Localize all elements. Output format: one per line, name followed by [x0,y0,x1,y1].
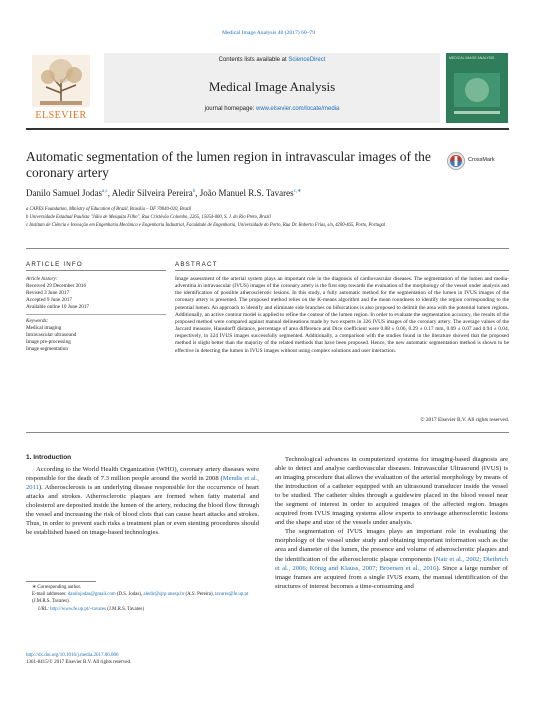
author-sup[interactable]: c,∗ [293,189,302,194]
intro-text: The segmentation of IVUS images plays an important role in evaluating the morphology of the vessel under study and obtaining important information such as the area and diameter of the lumen, the presence and volume of atherosclerotic plaques and the identification of the atherosclerotic plaque components ( [275,528,508,563]
citation-link[interactable]: Nair et al., 2002; Diethrich et al., 2006; König and Klauss, 2007; Broersen et al., 2016 [275,555,508,572]
history-item: Revised 3 June 2017 [26,290,70,296]
intro-right-column [275,455,508,591]
email-link[interactable]: aledir@sjrp.unesp.br [143,592,185,597]
email-label: E-mail addresses: [32,592,68,597]
article-title: Automatic segmentation of the lumen region in intravascular images of the coronary artery [26,149,431,180]
affiliation: a CAPES Foundation, Ministry of Education of Brazil, Brasília – DF 70040-020, Brazil [26,207,192,212]
author-sep: , [107,188,112,198]
intro-text: ). Atherosclerosis is an underlying disease responsible for the occurrence of heart attacks and strokes. Atherosclerotic plaques are formed when fatty material and cholesterol are deposited inside the lumen of the artery, reducing the blood flow through the vessel and increasing the risk of blood clots that can cause heart attacks and strokes. Thus, in order to prevent such risks a treatment plan or even stenting procedures should be established based on image-based technologies. [26,484,259,537]
intro-paragraph [26,465,259,537]
header-rule [26,128,509,130]
author-name: Aledir Silveira Pereira [111,188,193,198]
url-owner: (J.M.R.S. Tavares) [106,607,144,612]
affiliation: c Instituto de Ciência e Inovação em Engenharia Mecânica e Engenharia Industrial, Faculdade de Engenharia, Universidade do Porto, Rua Dr. Roberto Frias, s/n, 4200-465, Porto, Portugal [26,223,386,228]
crossmark-label[interactable]: CrossMark [468,157,495,163]
email-owner: (D.S. Jodas), [115,592,144,597]
author-sep: , [195,188,200,198]
author-sup[interactable]: b [192,189,196,194]
section-rule [26,432,509,433]
email-link[interactable]: tavares@fe.up.pt [215,592,249,597]
abstract-copyright: © 2017 Elsevier B.V. All rights reserved. [420,417,509,423]
doi-link[interactable]: http://dx.doi.org/10.1016/j.media.2017.06.006 [26,653,119,658]
abstract-rule [175,270,509,271]
history-item: Accepted 9 June 2017 [26,297,72,303]
history-item: Received 29 December 2016 [26,283,87,289]
keyword: Image pre-processing [26,339,71,345]
citation-link[interactable]: Mendis et al., 2011 [26,475,259,492]
keywords-label: Keywords: [26,318,49,324]
url-label: URL: [38,607,51,612]
url-footnote [38,606,271,613]
intro-text: According to the World Health Organization (WHO), coronary artery diseases were responsible for the death of 7.3 million people around the world in 2008 ( [26,466,259,483]
intro-paragraph: Technological advances in computerized systems for imaging-based diagnosis are able to detect and analyse cardiovascular diseases. Intravascular Ultrasound (IVUS) is an imaging procedure that allows the evaluation of the arterial morphology by means of the introduction of a catheter equipped with an ultrasound transducer inside the vessel to be studied. The catheter slides through a guidewire placed in the blood vessel near the segment of interest in order to acquired images of the affected region. Images acquired from IVUS imaging systems allow experts to envisage atherosclerotic lesions and the shape and size of the vessels under analysis. [275,456,508,527]
contents-prefix: Contents lists available at [218,57,289,63]
keyword: Medical imaging [26,325,62,331]
journal-name: Medical Image Analysis [208,79,336,94]
elsevier-wordmark: ELSEVIER [35,110,87,121]
email-owner: (J.M.R.S. Tavares). [32,599,70,604]
sciencedirect-link[interactable]: ScienceDirect [288,57,326,63]
section-rule [26,248,509,249]
cover-title: MEDICAL IMAGE ANALYSIS [449,56,495,60]
crossmark-icon[interactable] [446,151,466,171]
introduction-heading: 1. Introduction [26,454,72,461]
homepage-link[interactable]: www.elsevier.com/locate/media [256,106,340,112]
journal-citation[interactable]: Medical Image Analysis 40 (2017) 60–79 [221,30,316,36]
email-footnote [32,591,259,605]
email-owner: (A.S. Pereira), [184,592,216,597]
journal-homepage [104,106,440,112]
intro-text: ). Since a large number of image frames are acquired from a single IVUS exam, the manual identification of the structures of interest becomes a time-consuming and [275,564,508,590]
intro-paragraph [275,527,508,590]
contents-line [104,57,440,63]
corresponding-author-note: ∗ Corresponding author. [32,585,82,590]
email-link[interactable]: danilojodas@gmail.com [67,592,116,597]
url-link[interactable]: http://www.fe.up.pt/~tavares [50,607,107,612]
footnote-rule [26,581,96,582]
history-rule [26,314,166,315]
keyword: Image segmentation [26,346,68,352]
history-item: Available online 10 June 2017 [26,304,90,310]
author-name: Danilo Samuel Jodas [26,188,102,198]
abstract-text: Image assessment of the arterial system plays an important role in the diagnosis of cardiovascular diseases. The segmentation of the lumen and media-adventitia in intravascular (IVUS) images of the coronary artery is the first step towards the evaluation of the morphology of the vessel under analysis and the identification of possible atherosclerotic lesions. In this study, a fully automatic method for the segmentation of the lumen in IVUS images of the coronary artery is presented. The proposed method relies on the K-means algorithm and the mean roundness to identify the region corresponding to the potential lumen. An approach to identify and eliminate side branches on bifurcations is also proposed to delimit the area with the potential lumen regions. Additionally, an active contour model is applied to refine the contour of the lumen region. In order to evaluate the segmentation accuracy, the results of the proposed method were compared against manual delineations made by two experts in 326 IVUS images of the coronary artery. The average values of the Jaccard measure, Hausdorff distance, percentage of area difference and Dice coefficient were 0.88 ± 0.06, 0.29 ± 0.17 mm, 0.09 ± 0.07 and 0.94 ± 0.04, respectively, in 324 IVUS images successfully segmented. Additionally, a comparison with the studies found in the literature showed that the proposed method is slight better than the majority of the related methods that have been proposed. Hence, the new automatic segmentation method is shown to be effective in detecting the lumen in IVUS images without using complex solutions and user interaction. [175,276,510,354]
issn-line: 1361-8415/© 2017 Elsevier B.V. All rights reserved. [26,660,132,665]
article-info-rule [26,270,166,271]
affiliation: b Universidade Estadual Paulista "Júlio de Mesquita Filho", Rua Cristóvão Colombo, 2265, 15054-000, S. J. do Rio Preto, Brazil [26,215,271,220]
abstract-heading: ABSTRACT [175,261,218,268]
author-sup[interactable]: a,c [102,189,108,194]
cover-decoration [446,53,508,123]
article-info-heading: ARTICLE INFO [26,261,83,268]
author-name: João Manuel R.S. Tavares [199,188,294,198]
history-label: Article history: [26,276,58,282]
homepage-prefix: journal homepage: [204,106,256,112]
author-list [26,188,301,198]
keyword: Intravascular ultrasound [26,332,77,338]
